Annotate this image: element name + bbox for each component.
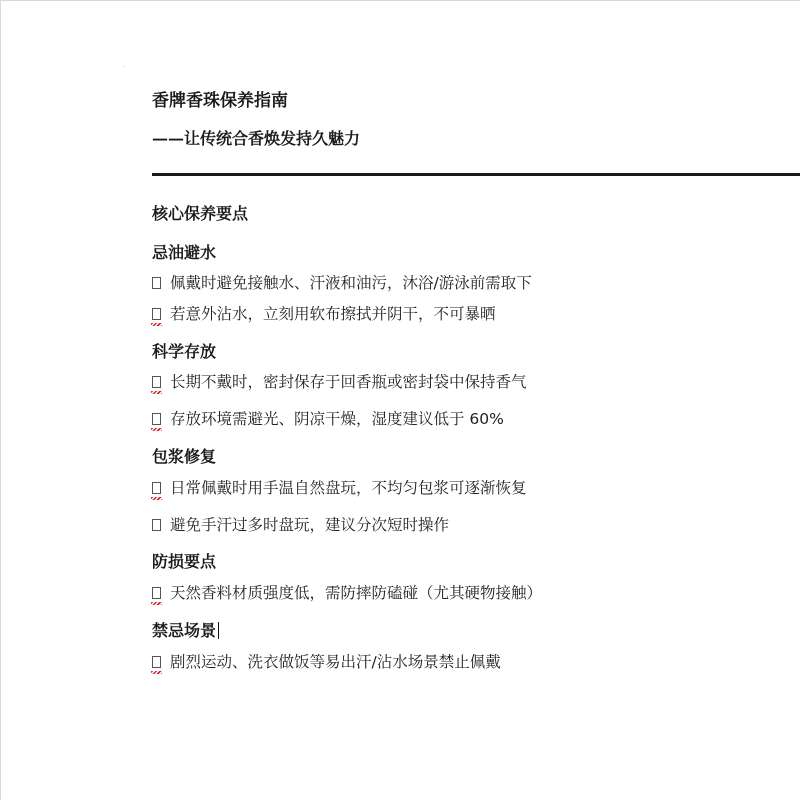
title-divider xyxy=(152,173,800,176)
list-item-text: 若意外沾水，立刻用软布擦拭并阴干，不可暴晒 xyxy=(170,305,496,323)
list-item xyxy=(152,371,527,393)
list-item xyxy=(152,477,527,499)
list-item xyxy=(152,272,532,294)
section-heading-text: 禁忌场景 xyxy=(152,621,217,640)
square-bullet-icon xyxy=(152,587,161,599)
square-bullet-icon xyxy=(152,277,161,289)
core-points-heading: 核心保养要点 xyxy=(152,204,249,223)
list-item xyxy=(152,514,449,536)
document-title: 香牌香珠保养指南 xyxy=(152,91,288,111)
list-item xyxy=(152,582,542,604)
section-heading-patina: 包浆修复 xyxy=(152,447,217,466)
list-item-text: 避免手汗过多时盘玩，建议分次短时操作 xyxy=(170,516,450,534)
square-bullet-icon xyxy=(152,308,161,320)
square-bullet-icon xyxy=(152,413,161,425)
section-heading-oil-water: 忌油避水 xyxy=(152,243,217,262)
list-item-text: 存放环境需避光、阴凉干燥，湿度建议低于 60% xyxy=(170,410,504,428)
square-bullet-icon xyxy=(152,376,161,388)
list-item xyxy=(152,651,501,673)
section-heading-taboo xyxy=(152,620,219,642)
square-bullet-icon xyxy=(152,519,161,531)
page-corner-mark xyxy=(124,66,125,67)
section-heading-storage: 科学存放 xyxy=(152,342,217,361)
list-item-text: 长期不戴时，密封保存于回香瓶或密封袋中保持香气 xyxy=(170,373,527,391)
section-heading-damage: 防损要点 xyxy=(152,552,217,571)
document-subtitle: ——让传统合香焕发持久魅力 xyxy=(152,129,361,148)
square-bullet-icon xyxy=(152,482,161,494)
list-item xyxy=(152,408,504,430)
square-bullet-icon xyxy=(152,656,161,668)
list-item-text: 天然香料材质强度低，需防摔防磕碰（尤其硬物接触） xyxy=(170,584,543,602)
list-item-text: 佩戴时避免接触水、汗液和油污，沐浴/游泳前需取下 xyxy=(170,274,532,292)
list-item xyxy=(152,303,496,325)
text-cursor-icon xyxy=(218,622,219,639)
list-item-text: 日常佩戴时用手温自然盘玩，不均匀包浆可逐渐恢复 xyxy=(170,479,527,497)
list-item-text: 剧烈运动、洗衣做饭等易出汗/沾水场景禁止佩戴 xyxy=(170,653,501,671)
